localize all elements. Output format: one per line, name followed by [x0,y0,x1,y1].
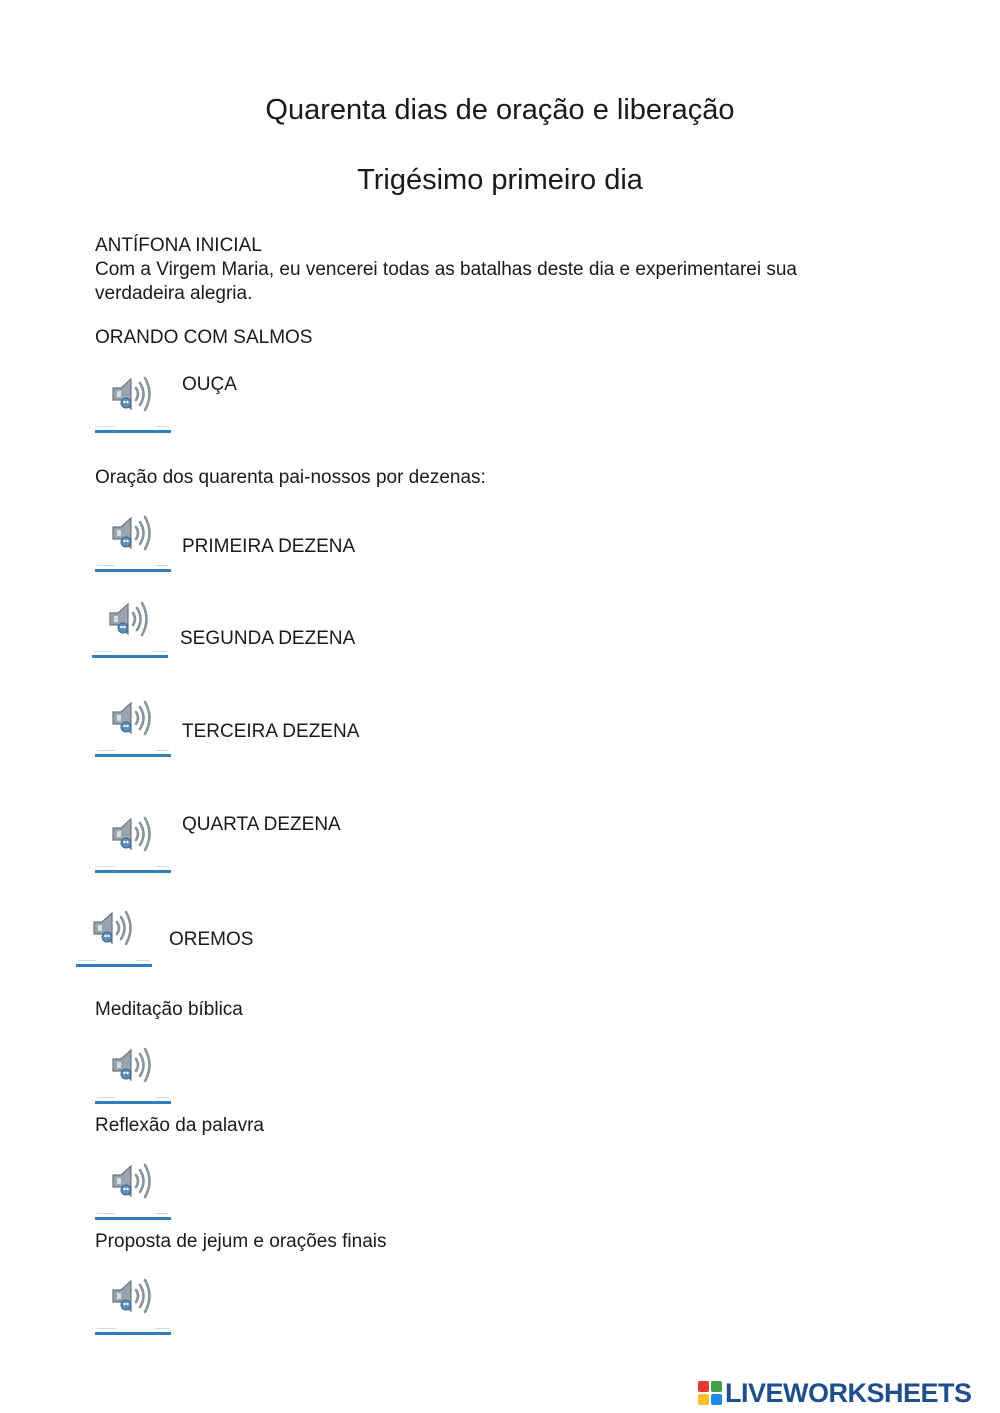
pai-nossos-heading: Oração dos quarenta pai-nossos por dezenas: [95,467,486,488]
page-title: Quarenta dias de oração e liberação [265,94,735,126]
audio-label-segunda: SEGUNDA DEZENA [180,628,356,649]
logo-text: LIVEWORKSHEETS [725,1378,972,1408]
audio-label-oremos: OREMOS [169,929,254,950]
logo-squares-icon [698,1381,722,1405]
audio-button-oremos[interactable] [76,893,154,967]
audio-button-salmos[interactable] [95,359,173,433]
antifona-text-line1: Com a Virgem Maria, eu vencerei todas as batalhas deste dia e experimentarei sua [95,259,797,280]
audio-label-salmos: OUÇA [182,374,237,395]
audio-button-terceira[interactable] [95,683,173,757]
audio-button-quarta[interactable] [95,799,173,873]
audio-progress-bar [95,754,171,757]
salmos-heading: ORANDO COM SALMOS [95,327,313,348]
antifona-heading: ANTÍFONA INICIAL [95,235,262,256]
audio-progress-bar [95,430,171,433]
audio-label-quarta: QUARTA DEZENA [182,814,341,835]
audio-button-meditacao[interactable] [95,1030,173,1104]
audio-label-primeira: PRIMEIRA DEZENA [182,536,356,557]
speaker-icon [107,693,157,743]
audio-label-terceira: TERCEIRA DEZENA [182,721,360,742]
speaker-icon [88,903,138,953]
audio-button-primeira[interactable] [95,498,173,572]
audio-button-reflexao[interactable] [95,1146,173,1220]
speaker-icon [107,508,157,558]
speaker-icon [107,369,157,419]
speaker-icon [107,1271,157,1321]
audio-progress-bar [76,964,152,967]
audio-progress-bar [95,870,171,873]
proposta-heading: Proposta de jejum e orações finais [95,1231,387,1252]
speaker-icon [104,594,154,644]
reflexao-heading: Reflexão da palavra [95,1115,264,1136]
speaker-icon [107,1040,157,1090]
audio-progress-bar [95,569,171,572]
audio-progress-bar [95,1332,171,1335]
audio-progress-bar [95,1101,171,1104]
meditacao-heading: Meditação bíblica [95,999,243,1020]
audio-progress-bar [95,1217,171,1220]
audio-button-proposta[interactable] [95,1261,173,1335]
audio-progress-bar [92,655,168,658]
speaker-icon [107,809,157,859]
speaker-icon [107,1156,157,1206]
page-subtitle: Trigésimo primeiro dia [357,164,643,196]
audio-button-segunda[interactable] [92,584,170,658]
antifona-text-line2: verdadeira alegria. [95,283,253,304]
